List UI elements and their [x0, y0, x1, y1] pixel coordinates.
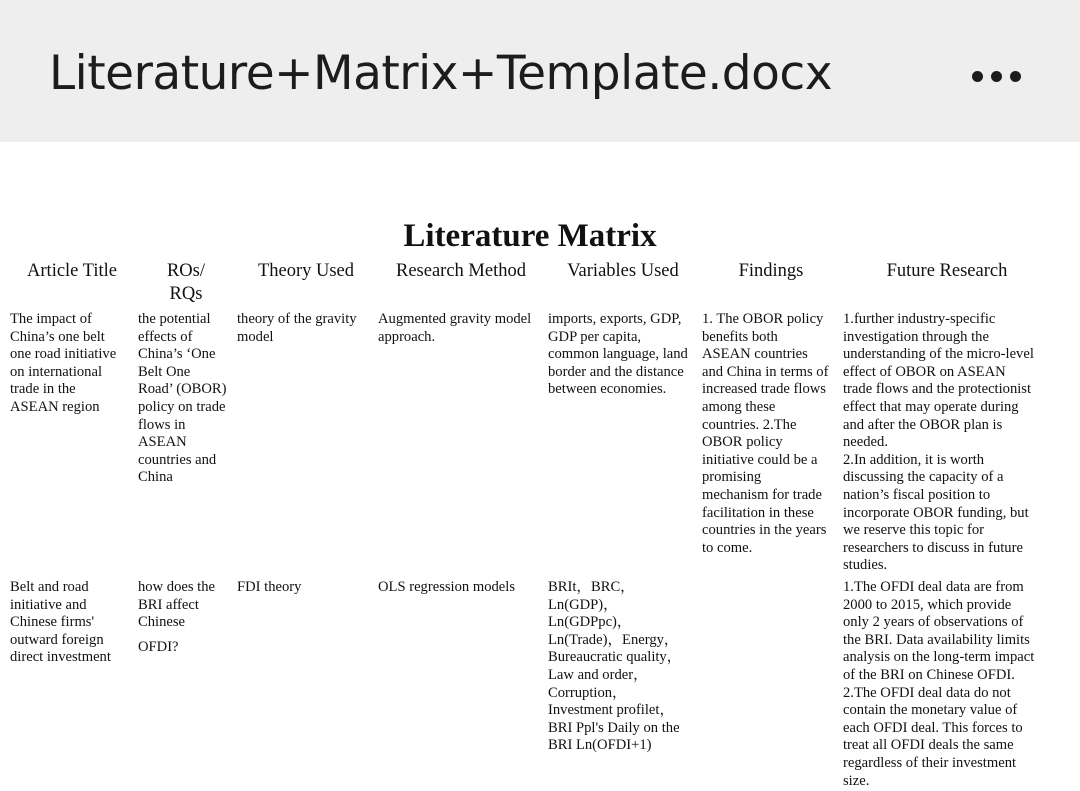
column-header-variables-used: Variables Used — [567, 261, 679, 281]
more-horizontal-icon — [991, 71, 1002, 82]
column-header-research-method: Research Method — [396, 261, 526, 281]
column-header-findings: Findings — [738, 261, 804, 281]
column-header-future-research: Future Research — [886, 261, 1008, 281]
table-cell-ros-rqs: the potential effects of China’s ‘One Belt One Road’ (OBOR) policy on trade flows in ASEAN countries and China — [138, 311, 227, 486]
table-cell-variables-used: BRIt，BRC， Ln(GDP)， Ln(GDPpc)， Ln(Trade)，Energy， Bureaucratic quality， Law and order， Corruption， Investment profilet， BRI Ppl's Daily on the BRI Ln(OFDI+1) — [548, 579, 682, 754]
document-title: Literature Matrix — [403, 218, 657, 254]
more-horizontal-icon — [972, 71, 983, 82]
table-cell-ros-rqs-continued: OFDI? — [138, 639, 179, 655]
top-bar — [0, 0, 1080, 142]
column-header-ros-rqs: ROs/ RQs — [166, 261, 206, 304]
table-cell-research-method: OLS regression models — [378, 579, 516, 595]
table-cell-findings: 1. The OBOR policy benefits both ASEAN countries and China in terms of increased trade flows among these countries. 2.The OBOR policy initiative could be a promising mechanism for trade facilitation in these countries in the years to come. — [702, 311, 829, 556]
table-cell-future-research: 1.The OFDI deal data are from 2000 to 2015, which provide only 2 years of observations of the BRI. Data availability limits analysis on the long-term impact of the BRI on Chinese OFDI. 2.The OFDI deal data do not contain the monetary value of each OFDI deal. This forces to treat all OFDI deals the same regardless of their investment size. — [843, 579, 1035, 789]
file-name-title: Literature+Matrix+Template.docx — [49, 46, 833, 101]
more-options-button[interactable] — [960, 56, 1032, 96]
column-header-theory-used: Theory Used — [257, 261, 355, 281]
table-cell-article-title: Belt and road initiative and Chinese firms' outward foreign direct investment — [10, 579, 111, 666]
table-cell-research-method: Augmented gravity model approach. — [378, 311, 532, 345]
table-cell-theory-used: theory of the gravity model — [237, 311, 357, 345]
table-cell-future-research: 1.further industry-specific investigation through the understanding of the micro-level effect of OBOR on ASEAN trade flows and the protectionist effect that may operate during and after the OBOR plan is needed. 2.In addition, it is worth discussing the capacity of a nation’s fiscal position to incorporate OBOR funding, but we reserve this topic for researchers to discuss in future studies. — [843, 311, 1034, 574]
document-view[interactable] — [0, 142, 1080, 791]
column-header-article-title: Article Title — [27, 261, 117, 281]
table-cell-article-title: The impact of China’s one belt one road initiative on international trade in the ASEAN region — [10, 311, 117, 415]
more-horizontal-icon — [1010, 71, 1021, 82]
table-cell-ros-rqs: how does the BRI affect Chinese — [138, 579, 216, 631]
table-cell-theory-used: FDI theory — [237, 579, 302, 595]
table-cell-variables-used: imports, exports, GDP, GDP per capita, common language, land border and the distance between economies. — [548, 311, 688, 398]
